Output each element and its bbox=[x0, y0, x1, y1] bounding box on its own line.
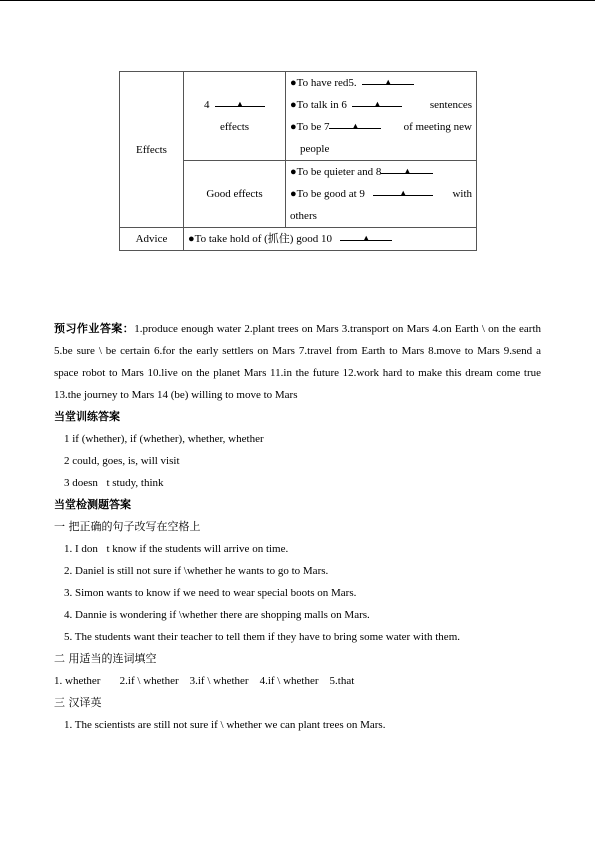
item-8 bbox=[290, 161, 472, 183]
list-item: 2. Daniel is still not sure if \whether he wants to go to Mars. bbox=[64, 565, 329, 577]
blank-marker: ▲ bbox=[235, 99, 245, 109]
blank-9[interactable] bbox=[373, 183, 433, 196]
item-9-left bbox=[290, 183, 433, 205]
advice-label: Advice bbox=[135, 233, 168, 245]
row2-items-cell bbox=[286, 161, 477, 228]
blank-7[interactable] bbox=[329, 116, 381, 129]
class-practice-title: 当堂训练答案 bbox=[54, 410, 120, 423]
row1-items-cell bbox=[286, 72, 477, 161]
table-row bbox=[120, 228, 477, 251]
preview-text: 1.produce enough water 2.plant trees on Mars 3.transport on Mars 4.on Earth \ on the earth 5.be sure \ be certain 6.for the early settlers on Mars 7.travel from Earth to Mars 8.move to Mars 9.send a space robot to Mars 10.live on the planet Mars 11.in the future 12.work hard to make this dream come true 13.the journey to Mars 14 (be) willing to move to Mars bbox=[54, 323, 541, 401]
item-6-left bbox=[290, 94, 402, 116]
item-8-text: ●To be quieter and 8 bbox=[290, 166, 382, 178]
row1-number: 4 bbox=[204, 99, 210, 111]
item-7-tail: of meeting new bbox=[403, 121, 472, 133]
blank-8[interactable] bbox=[381, 161, 433, 174]
item-7-continued: people bbox=[300, 143, 330, 155]
row1-sub-label: effects bbox=[219, 121, 250, 133]
good-effects-cell bbox=[184, 161, 286, 228]
list-item: 3. Simon wants to know if we need to wear special boots on Mars. bbox=[64, 587, 357, 599]
item-7-text: ●To be 7 bbox=[290, 121, 330, 133]
item-9-tail: with bbox=[452, 188, 472, 200]
item-10 bbox=[188, 228, 476, 250]
blank-marker: ▲ bbox=[383, 77, 393, 87]
section2-answers: 1. whether 2.if \ whether 3.if \ whether 4.if \ whether 5.that bbox=[54, 675, 355, 687]
class-test-title: 当堂检测题答案 bbox=[54, 498, 131, 511]
item-6 bbox=[290, 94, 472, 116]
item-9 bbox=[290, 183, 472, 205]
blank-marker: ▲ bbox=[372, 99, 382, 109]
blank-marker: ▲ bbox=[402, 166, 412, 176]
blank-marker: ▲ bbox=[398, 188, 408, 198]
list-item: 4. Dannie is wondering if \whether there are shopping malls on Mars. bbox=[64, 609, 370, 621]
item-5-text: ●To have red5. bbox=[290, 77, 357, 89]
list-item: 2 could, goes, is, will visit bbox=[64, 455, 180, 467]
top-rule bbox=[0, 0, 595, 1]
preview-title: 预习作业答案： bbox=[54, 322, 135, 335]
advice-cell bbox=[184, 228, 477, 251]
list-item: 1. I don t know if the students will arrive on time. bbox=[64, 543, 289, 555]
item-10-text: ●To take hold of (抓住) good 10 bbox=[188, 233, 332, 245]
blank-5[interactable] bbox=[362, 72, 414, 85]
blank-4[interactable] bbox=[215, 94, 265, 107]
row1-number-line bbox=[184, 94, 285, 116]
item-6-text: ●To talk in 6 bbox=[290, 99, 347, 111]
preview-answers bbox=[54, 318, 541, 406]
effects-number-cell bbox=[184, 72, 286, 161]
item-7 bbox=[290, 116, 472, 138]
list-item: 1 if (whether), if (whether), whether, whether bbox=[64, 433, 264, 445]
section3-title: 三 汉译英 bbox=[54, 696, 102, 709]
advice-label-cell bbox=[120, 228, 184, 251]
worksheet-table bbox=[119, 71, 477, 251]
item-9-text: ●To be good at 9 bbox=[290, 188, 365, 200]
list-item: 5. The students want their teacher to tell them if they have to bring some water with them. bbox=[64, 631, 460, 643]
blank-marker: ▲ bbox=[361, 233, 371, 243]
good-effects-label: Good effects bbox=[206, 188, 263, 200]
blank-marker: ▲ bbox=[351, 121, 360, 131]
item-7-left bbox=[290, 116, 381, 138]
item-6-tail: sentences bbox=[429, 99, 472, 111]
table-row bbox=[120, 72, 477, 161]
item-5 bbox=[290, 72, 472, 94]
effects-label: Effects bbox=[136, 143, 167, 156]
answer-key bbox=[54, 318, 541, 736]
blank-10[interactable] bbox=[340, 228, 392, 241]
list-item: 1. The scientists are still not sure if \ whether we can plant trees on Mars. bbox=[64, 719, 386, 731]
section2-title: 二 用适当的连词填空 bbox=[54, 652, 157, 665]
list-item: 3 doesn t study, think bbox=[64, 477, 164, 489]
item-9-continued: others bbox=[290, 210, 317, 222]
effects-label-cell bbox=[120, 72, 184, 228]
section1-title: 一 把正确的句子改写在空格上 bbox=[54, 520, 201, 533]
blank-6[interactable] bbox=[352, 94, 402, 107]
